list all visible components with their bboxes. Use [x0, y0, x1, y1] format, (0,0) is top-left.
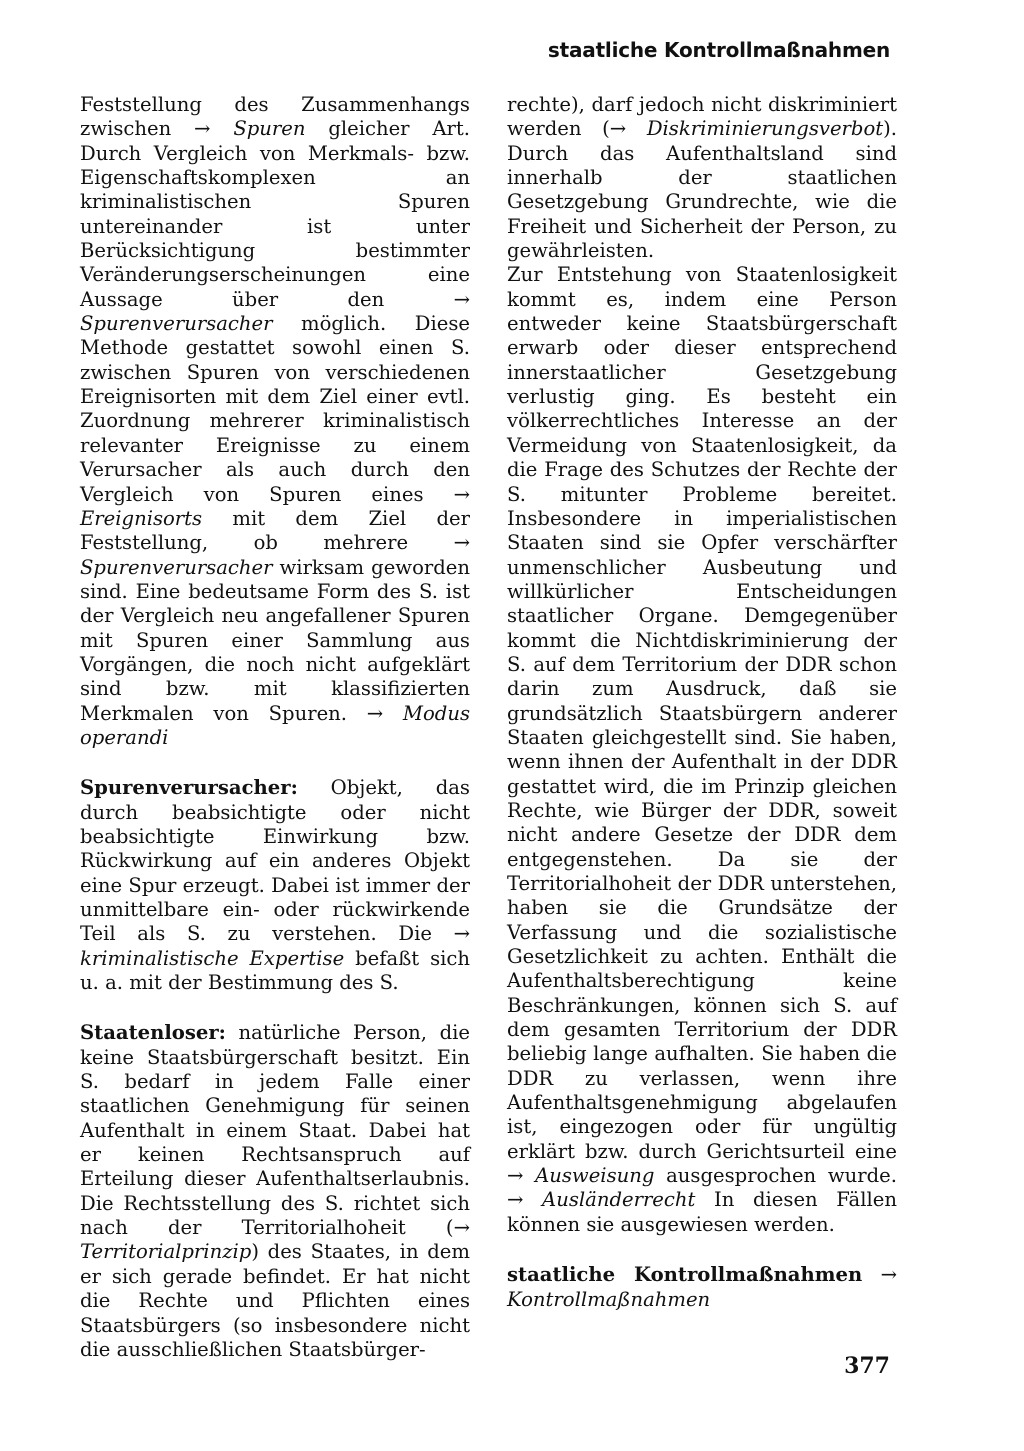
text-segment: ). Durch das Aufenthaltsland sind innerhalb der staatlichen Gesetzgebung Grundrechte, wie die Freiheit und Sicherheit der Person, zu gewährleisten.: [507, 117, 897, 263]
text-segment: möglich. Diese Methode gestattet sowohl einen S. zwischen Spuren von verschiedenen Ereignisorten mit dem Ziel einer evtl. Zuordnung mehrerer kriminalistisch relevanter Ereignisse zu einem Verursacher als auch durch den Vergleich von Spuren eines →: [80, 312, 470, 506]
cross-reference: Ausländerrecht: [542, 1188, 696, 1212]
page-number: 377: [844, 1353, 890, 1379]
entry-staatenloser: [80, 1021, 470, 1362]
running-head: staatliche Kontrollmaßnahmen: [547, 38, 890, 62]
text-segment: Objekt, das durch beabsichtigte oder nicht beabsichtigte Einwirkung bzw. Rückwirkung auf ein anderes Objekt eine Spur erzeugt. Dabei ist immer der unmittelbare ein- oder rückwirkende Teil als S. zu verstehen. Die →: [80, 776, 470, 946]
entry-staatliche-kontrollmassnahmen: [507, 1263, 897, 1312]
paragraph-staatenlosigkeit: [507, 263, 897, 1237]
cross-reference: Kontrollmaßnahmen: [507, 1287, 711, 1311]
text-segment: mit dem Ziel der Feststellung, ob mehrere →: [80, 506, 470, 555]
headword: staatliche Kontrollmaßnahmen: [507, 1263, 863, 1287]
text-segment: ) des Staates, in dem er sich gerade befindet. Er hat nicht die Rechte und Pflichten eines Staatsbürgers (so insbesondere nicht die ausschließlichen Staatsbürger-: [80, 1240, 470, 1361]
entry-spurenverursacher: [80, 776, 470, 995]
headword: Staatenloser:: [80, 1021, 226, 1045]
text-segment: In diesen Fällen können sie ausgewiesen werden.: [507, 1188, 897, 1236]
text-segment: →: [862, 1263, 897, 1287]
entry-continuation-staatenloser: [507, 93, 897, 263]
headword: Spurenverursacher:: [80, 776, 298, 800]
text-segment: gleicher Art. Durch Vergleich von Merkmals- bzw. Eigenschaftskomplexen an kriminalistischen Spuren untereinander ist unter Berücksichtigung bestimmter Veränderungserscheinungen eine Aussage über den →: [80, 117, 470, 311]
text-segment: rechte), darf jedoch nicht diskriminiert werden (→: [507, 93, 897, 141]
text-segment: befaßt sich u. a. mit der Bestimmung des S.: [80, 946, 470, 995]
cross-reference: Diskriminierungsverbot: [646, 117, 884, 141]
cross-reference: Spurenverursacher: [80, 555, 273, 579]
cross-reference: Ausweisung: [535, 1164, 655, 1188]
entry-continuation-spurenvergleich: [80, 93, 470, 750]
text-segment: ausgesprochen wurde. →: [507, 1164, 897, 1212]
text-segment: Feststellung des Zusammenhangs zwischen →: [80, 93, 470, 141]
cross-reference: Territorialprinzip: [80, 1240, 252, 1264]
cross-reference: Spuren: [233, 117, 306, 141]
cross-reference: kriminalistische Expertise: [80, 946, 345, 970]
text-segment: natürliche Person, die keine Staatsbürgerschaft besitzt. Ein S. bedarf in jedem Falle einer staatlichen Genehmigung für seinen Aufenthalt in einem Staat. Dabei hat er keinen Rechtsanspruch auf Erteilung dieser Aufenthaltserlaubnis. Die Rechtsstellung des S. richtet sich nach der Territorialhoheit (→: [80, 1021, 470, 1240]
cross-reference: Ereignisorts: [80, 506, 203, 530]
cross-reference: Modus operandi: [80, 701, 470, 749]
right-column: [507, 93, 897, 1312]
left-column: [80, 93, 470, 1362]
cross-reference: Spurenverursacher: [80, 312, 273, 336]
text-segment: Zur Entstehung von Staatenlosigkeit kommt es, indem eine Person entweder keine Staatsbürgerschaft erwarb oder dieser entsprechend innerstaatlicher Gesetzgebung verlustig ging. Es besteht ein völkerrechtliches Interesse an der Vermeidung von Staatenlosigkeit, da die Frage des Schutzes der Rechte der S. mitunter Probleme bereitet. Insbesondere in imperialistischen Staaten sind sie Opfer verschärfter unmenschlicher Ausbeutung und willkürlicher Entscheidungen staatlicher Organe. Demgegenüber kommt die Nichtdiskriminierung der S. auf dem Territorium der DDR schon darin zum Ausdruck, daß sie grundsätzlich Staatsbürgern anderer Staaten gleichgestellt sind. Sie haben, wenn ihnen der Aufenthalt in der DDR gestattet wird, die im Prinzip gleichen Rechte, wie Bürger der DDR, soweit nicht andere Gesetze der DDR dem entgegenstehen. Da sie der Territorialhoheit der DDR unterstehen, haben sie die Grundsätze der Verfassung und die sozialistische Gesetzlichkeit zu achten. Enthält die Aufenthaltsberechtigung keine Beschränkungen, können sich S. auf dem gesamten Territorium der DDR beliebig lange aufhalten. Sie haben die DDR zu verlassen, wenn ihre Aufenthaltsgenehmigung abgelaufen ist, eingezogen oder für ungültig erklärt bzw. durch Gerichtsurteil eine →: [507, 263, 897, 1188]
text-segment: wirksam geworden sind. Eine bedeutsame Form des S. ist der Vergleich neu angefallener Spuren mit Spuren einer Sammlung aus Vorgängen, die noch nicht aufgeklärt sind bzw. mit klassifizierten Merkmalen von Spuren. →: [80, 555, 470, 725]
